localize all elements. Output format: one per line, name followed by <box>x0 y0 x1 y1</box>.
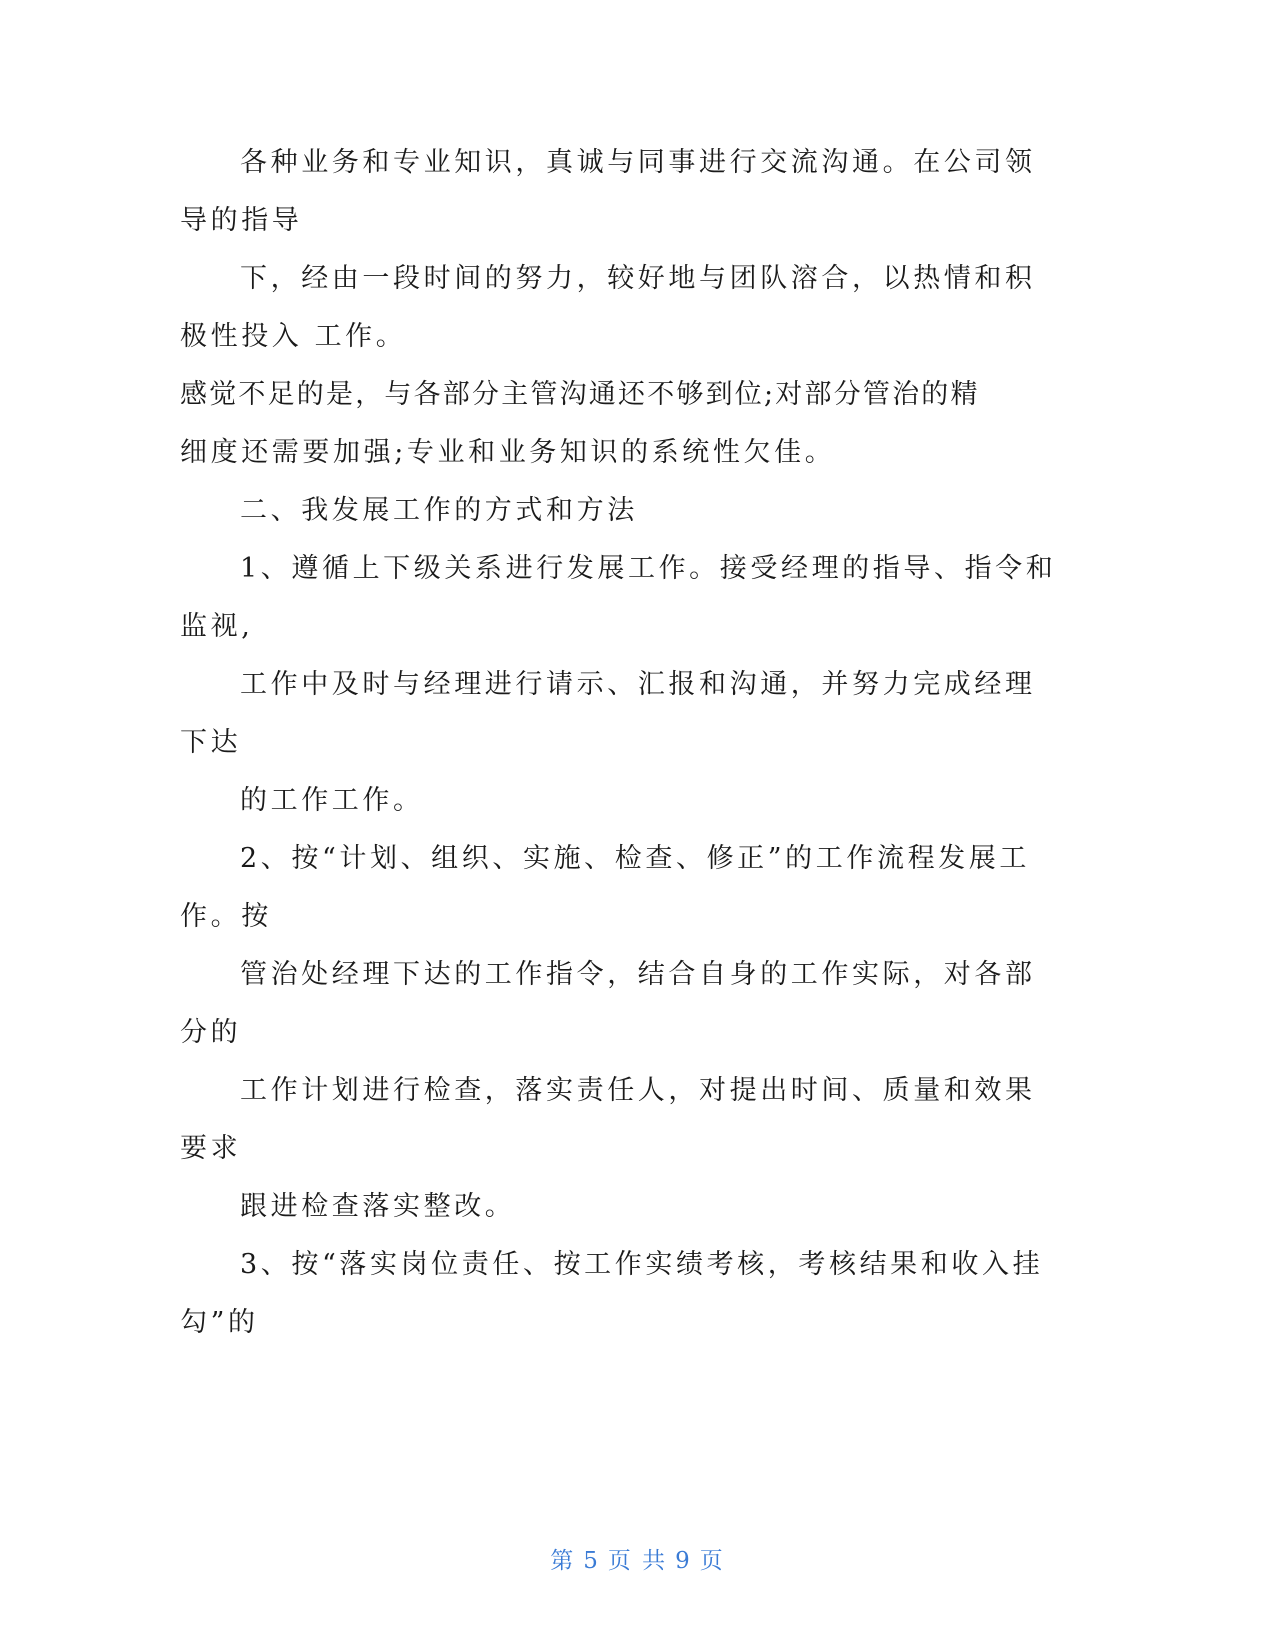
text-line: 分的 <box>180 1017 242 1048</box>
page-number-footer <box>0 1542 1275 1575</box>
text-line: 导的指导 <box>180 205 303 236</box>
footer-label-end: 页 <box>699 1548 725 1574</box>
text-line: 作。按 <box>180 901 272 932</box>
text-line: 感觉不足的是，与各部分主管沟通还不够到位;对部分管治的精 <box>180 379 980 410</box>
text-line: 下达 <box>180 727 242 758</box>
text-line: 勾”的 <box>180 1307 259 1338</box>
text-line: 3、按“落实岗位责任、按工作实绩考核，考核结果和收入挂 <box>240 1249 1044 1280</box>
text-line: 细度还需要加强;专业和业务知识的系统性欠佳。 <box>180 437 836 468</box>
text-line: 1、遵循上下级关系进行发展工作。接受经理的指导、指令和 <box>240 553 1057 584</box>
text-line: 2、按“计划、组织、实施、检查、修正”的工作流程发展工 <box>240 843 1030 874</box>
footer-label-of: 页 共 <box>607 1548 668 1574</box>
text-line: 下，经由一段时间的努力，较好地与团队溶合，以热情和积 <box>240 263 1036 294</box>
text-line: 的工作工作。 <box>240 785 424 816</box>
text-line: 工作计划进行检查，落实责任人，对提出时间、质量和效果 <box>240 1075 1036 1106</box>
text-line: 工作中及时与经理进行请示、汇报和沟通，并努力完成经理 <box>240 669 1036 700</box>
text-line: 管治处经理下达的工作指令，结合自身的工作实际，对各部 <box>240 959 1036 990</box>
text-line: 各种业务和专业知识，真诚与同事进行交流沟通。在公司领 <box>240 147 1036 178</box>
section-heading: 二、我发展工作的方式和方法 <box>240 495 638 526</box>
text-line: 监视, <box>180 611 254 642</box>
total-pages-number: 9 <box>675 1548 692 1574</box>
current-page-number: 5 <box>583 1548 600 1574</box>
text-line: 跟进检查落实整改。 <box>240 1191 516 1222</box>
text-line: 要求 <box>180 1133 242 1164</box>
text-line: 极性投入 工作。 <box>180 321 407 352</box>
footer-label-page: 第 <box>550 1548 576 1574</box>
